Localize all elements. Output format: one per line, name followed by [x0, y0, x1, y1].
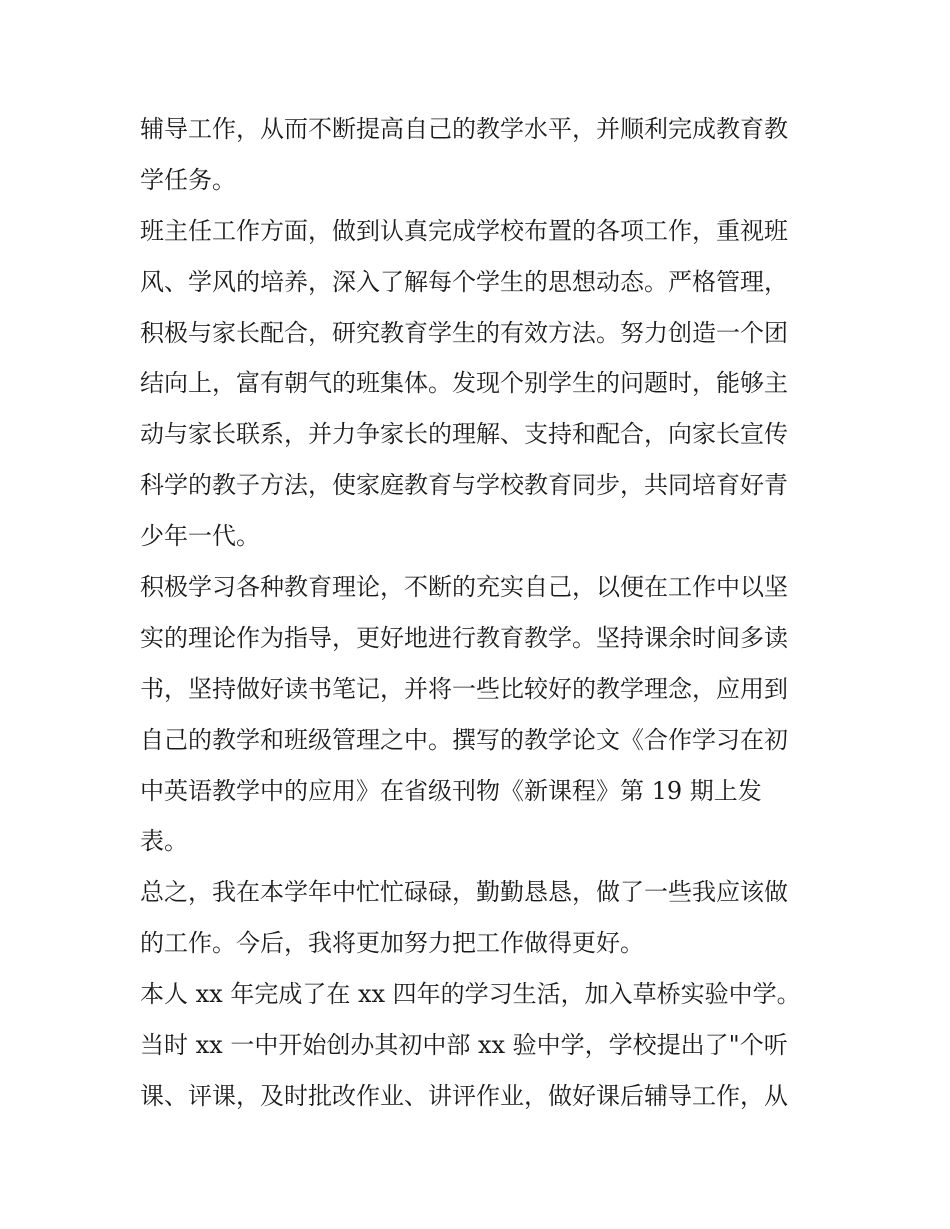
- document-body: [140, 104, 820, 1122]
- text-line: 的工作。今后，我将更加努力把工作做得更好。: [140, 929, 644, 958]
- text-line: 少年一代。: [140, 522, 260, 551]
- text-line: 总之，我在本学年中忙忙碌碌，勤勤恳恳，做了一些我应该做: [140, 878, 788, 907]
- text-line: 自己的教学和班级管理之中。撰写的教学论文《合作学习在初: [140, 725, 788, 754]
- text-line: 当时 xx 一中开始创办其初中部 xx 验中学，学校提出了"个听: [140, 1031, 788, 1060]
- text-line: 辅导工作，从而不断提高自己的教学水平，并顺利完成教育教: [140, 115, 788, 143]
- text-line: 积极与家长配合，研究教育学生的有效方法。努力创造一个团: [140, 318, 788, 347]
- text-line: 实的理论作为指导，更好地进行教育教学。坚持课余时间多读: [140, 623, 788, 652]
- text-line: 表。: [140, 827, 188, 856]
- text-line: 中英语教学中的应用》在省级刊物《新课程》第 19 期上发: [140, 776, 762, 805]
- text-line: 本人 xx 年完成了在 xx 四年的学习生活，加入草桥实验中学。: [140, 980, 801, 1009]
- text-line: 班主任工作方面，做到认真完成学校布置的各项工作，重视班: [140, 216, 788, 245]
- text-line: 学任务。: [140, 165, 236, 194]
- text-line: 书，坚持做好读书笔记，并将一些比较好的教学理念，应用到: [140, 674, 788, 703]
- text-line: 积极学习各种教育理论，不断的充实自己，以便在工作中以坚: [140, 573, 788, 602]
- text-line: 风、学风的培养，深入了解每个学生的思想动态。严格管理，: [140, 267, 788, 296]
- text-line: 结向上，富有朝气的班集体。发现个别学生的问题时，能够主: [140, 369, 788, 398]
- text-line: 课、评课，及时批改作业、讲评作业，做好课后辅导工作，从: [140, 1081, 788, 1110]
- text-line: 科学的教子方法，使家庭教育与学校教育同步，共同培育好青: [140, 471, 788, 500]
- text-line: 动与家长联系，并力争家长的理解、支持和配合，向家长宣传: [140, 420, 788, 449]
